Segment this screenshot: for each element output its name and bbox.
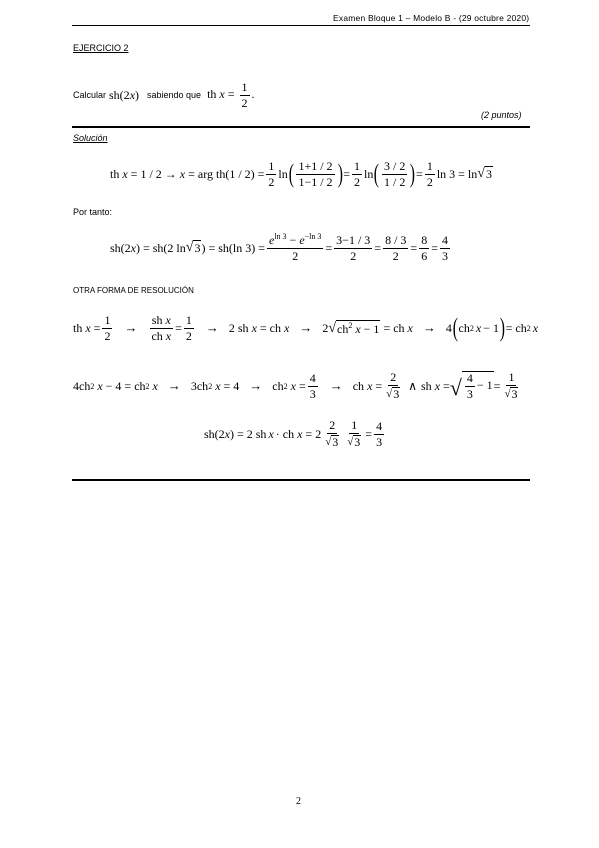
equation-4: 4ch 2 x − 4 = ch 2 x → 3ch 2 x = 4 → ch 2 x = $\frac{4}{3}$ → ch x = 2 √ 3 ∧ sh x = √ $\frac{4}{3}$ − 1 = 1 √ 3 <box>73 370 518 401</box>
separator-rule <box>72 126 530 128</box>
header-rule <box>72 25 530 26</box>
por-tanto-label: Por tanto: <box>73 207 113 217</box>
equation-2: sh(2 x ) = sh(2 ln √ 3 ) = sh(ln 3) = $\frac{e^{ln 3} - e^{-ln 3}}{2}$ = $\frac{3-1 / 3}{2}$ = $\frac{8 / 3}{2}$ = $\frac{8}{6}$ = $\frac{4}{3}$ <box>110 232 448 263</box>
header-text: Examen Bloque 1 – Modelo B - (29 octubre 2020) <box>333 13 530 23</box>
prompt-mid: sabiendo que <box>147 90 202 100</box>
otra-forma-label: OTRA FORMA DE RESOLUCIÓN <box>73 286 194 295</box>
prompt-start: Calcular <box>73 90 107 100</box>
exercise-title: EJERCICIO 2 <box>73 43 129 53</box>
solution-label: Solución <box>73 133 108 143</box>
page-number: 2 <box>296 796 301 807</box>
equation-5: sh(2 x ) = 2 sh x · ch x = 2 2 √ 3 1 √ 3 = $\frac{4}{3}$ <box>204 418 383 449</box>
equation-1: th x = 1 / 2 → x = arg th(1 / 2) = $\frac{1}{2}$ ln ( $\frac{1+1 / 2}{1-1 / 2}$ ) = $\frac{1}{2}$ ln ( $\frac{3 / 2}{1 / 2}$ ) = $\frac{1}{2}$ ln 3 = ln √ 3 <box>110 158 492 189</box>
exercise-prompt: Calcular sh(2x) sabiendo que th x = $\frac{1}{2}$ . <box>73 79 255 110</box>
points-label: (2 puntos) <box>481 110 522 120</box>
bottom-rule <box>72 479 530 481</box>
equation-3: th x = $\frac{1}{2}$ → $\frac{\text{sh x}}{\text{ch x}}$ = $\frac{1}{2}$ → 2 sh x = ch x → 2 √ $ch^2$ x − 1 = ch x → 4 ( ch 2 x − 1 ) = ch 2 x <box>73 312 539 343</box>
